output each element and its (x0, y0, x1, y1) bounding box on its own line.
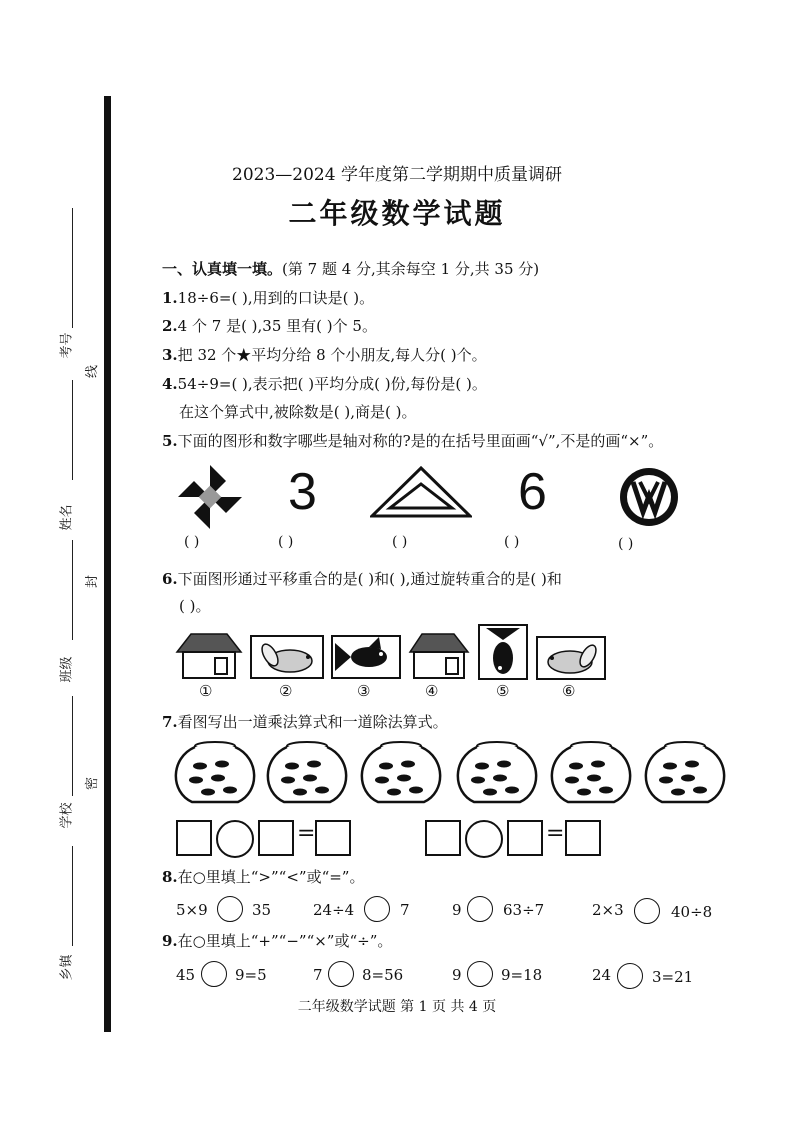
question-number: 9. (162, 932, 178, 950)
figure-label: ① (199, 682, 213, 700)
figure-label: ② (279, 682, 293, 700)
answer-paren[interactable]: ( ) (278, 534, 294, 550)
digit-six: 6 (518, 463, 547, 521)
binding-line (72, 380, 73, 480)
fill-right: 8=56 (362, 966, 404, 984)
question-text: ( )。 (179, 597, 211, 615)
compare-circle[interactable] (364, 896, 390, 922)
figure-label: ④ (425, 682, 439, 700)
question-text: 在○里填上“+”“−”“×”或“÷”。 (177, 932, 393, 950)
binding-bar (104, 96, 111, 1032)
question-text: 4 个 7 是( ),35 里有( )个 5。 (177, 317, 377, 335)
question-text: 在这个算式中,被除数是( ),商是( )。 (179, 403, 417, 421)
label-exam-number: 考号 (59, 332, 75, 359)
compare-left: 5×9 (176, 901, 208, 919)
question-9 (162, 930, 392, 951)
section-note: (第 7 题 4 分,其余每空 1 分,共 35 分) (282, 260, 540, 278)
question-text: 看图写出一道乘法算式和一道除法算式。 (177, 713, 448, 731)
question-8 (162, 866, 364, 887)
question-6-line2 (179, 595, 210, 616)
compare-right: 35 (252, 901, 272, 919)
answer-paren[interactable]: ( ) (618, 536, 634, 552)
question-number: 6. (162, 570, 178, 588)
question-text: 下面图形通过平移重合的是( )和( ),通过旋转重合的是( )和 (177, 570, 562, 588)
fill-left: 9 (452, 966, 462, 984)
fish-rotated-figure (478, 624, 528, 680)
operator-circle[interactable] (617, 963, 643, 989)
question-number: 4. (162, 375, 178, 393)
compare-left: 2×3 (592, 901, 624, 919)
binding-line (72, 540, 73, 640)
compare-circle[interactable] (217, 896, 243, 922)
seal-mark-line: 线 (85, 364, 101, 379)
figure-label: ⑤ (496, 682, 510, 700)
compare-right: 63÷7 (503, 901, 545, 919)
page-subtitle: 2023—2024 学年度第二学期期中质量调研 (232, 165, 562, 185)
question-text: 54÷9=( ),表示把( )平均分成( )份,每份是( )。 (177, 375, 487, 393)
question-number: 5. (162, 432, 178, 450)
house-figure (175, 632, 243, 680)
answer-box[interactable] (565, 820, 601, 856)
question-4-line2 (179, 401, 416, 422)
figure-label: ③ (357, 682, 371, 700)
house-figure (408, 632, 470, 680)
rabbit-figure (250, 635, 324, 679)
page-footer: 二年级数学试题 第 1 页 共 4 页 (297, 999, 497, 1015)
compare-right: 40÷8 (671, 903, 713, 921)
seal-mark-secret: 密 (85, 776, 101, 791)
operator-circle[interactable] (216, 820, 254, 858)
compare-circle[interactable] (634, 898, 660, 924)
question-number: 8. (162, 868, 178, 886)
answer-box[interactable] (425, 820, 461, 856)
fill-right: 3=21 (652, 968, 694, 986)
fish-figure (331, 635, 401, 679)
fish-bowls-figure (172, 740, 776, 806)
pinwheel-figure (174, 463, 246, 531)
compare-circle[interactable] (467, 896, 493, 922)
question-text: 在○里填上“>”“<”或“=”。 (177, 868, 365, 886)
label-class: 班级 (59, 656, 75, 683)
binding-line (72, 846, 73, 946)
label-town: 乡镇 (59, 954, 75, 981)
compare-left: 9 (452, 901, 462, 919)
operator-circle[interactable] (201, 961, 227, 987)
figure-label: ⑥ (562, 682, 576, 700)
operator-circle[interactable] (467, 961, 493, 987)
question-5 (162, 430, 663, 451)
answer-box[interactable] (507, 820, 543, 856)
label-name: 姓名 (59, 504, 75, 531)
seal-mark-seal: 封 (85, 574, 101, 589)
question-number: 3. (162, 346, 178, 364)
question-3 (162, 344, 487, 365)
section-heading (162, 258, 539, 279)
digit-three: 3 (288, 463, 317, 521)
question-text: 18÷6=( ),用到的口诀是( )。 (177, 289, 375, 307)
answer-box[interactable] (315, 820, 351, 856)
answer-paren[interactable]: ( ) (504, 534, 520, 550)
answer-box[interactable] (176, 820, 212, 856)
compare-right: 7 (400, 901, 410, 919)
equals-sign: = (546, 821, 565, 846)
question-number: 2. (162, 317, 178, 335)
page-title: 二年级数学试题 (288, 197, 506, 230)
binding-line (72, 696, 73, 796)
question-7 (162, 711, 448, 732)
question-1 (162, 287, 374, 308)
rabbit-figure (536, 636, 606, 680)
nested-triangle-figure (370, 466, 472, 518)
question-number: 1. (162, 289, 178, 307)
compare-left: 24÷4 (313, 901, 355, 919)
label-school: 学校 (59, 802, 75, 829)
fill-right: 9=18 (501, 966, 543, 984)
operator-circle[interactable] (328, 961, 354, 987)
question-4 (162, 373, 487, 394)
question-text: 把 32 个★平均分给 8 个小朋友,每人分( )个。 (177, 346, 487, 364)
question-number: 7. (162, 713, 178, 731)
fill-left: 45 (176, 966, 196, 984)
question-2 (162, 315, 377, 336)
vw-logo-figure (618, 466, 680, 528)
fill-left: 7 (313, 966, 323, 984)
answer-box[interactable] (258, 820, 294, 856)
section-title: 一、认真填一填。 (162, 260, 283, 278)
answer-paren[interactable]: ( ) (184, 534, 200, 550)
equals-sign: = (297, 821, 316, 846)
fill-right: 9=5 (235, 966, 267, 984)
answer-paren[interactable]: ( ) (392, 534, 408, 550)
operator-circle[interactable] (465, 820, 503, 858)
question-6 (162, 568, 562, 589)
question-text: 下面的图形和数字哪些是轴对称的?是的在括号里面画“√”,不是的画“×”。 (177, 432, 664, 450)
fill-left: 24 (592, 966, 612, 984)
